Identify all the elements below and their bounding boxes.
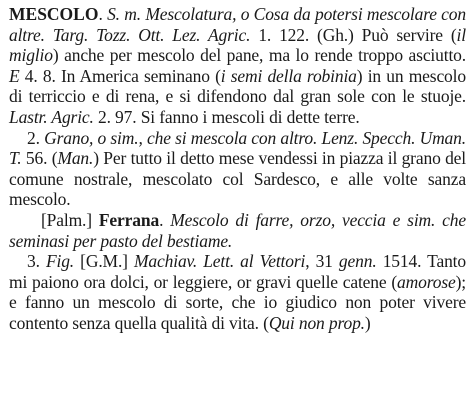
- text-run: .: [159, 209, 171, 230]
- text-run: , 31: [305, 251, 339, 272]
- text-run: 1. 122. (Gh.) Può servire (: [250, 24, 457, 45]
- text-run: ) Per tutto il detto mese vendessi in piazza il grano del comune nostrale, mescolato col Sardesco, e alle volte sanza mescolo.: [9, 148, 466, 210]
- dictionary-entry: [9, 4, 466, 334]
- text-run: [G.M.]: [74, 251, 134, 272]
- text-run: 4. 8. In America seminano (: [19, 65, 221, 86]
- text-run: ): [364, 312, 371, 333]
- text-run: i semi della robinia: [220, 65, 357, 86]
- text-run: S. m. Mescolatura, o Cosa da potersi mescolare con altre. Targ. Tozz. Ott. Lez. Agric.: [9, 4, 467, 45]
- text-run: 2. 97. Si fanno i mescoli di dette terre.: [93, 106, 360, 127]
- text-run: genn.: [338, 251, 377, 272]
- text-run: .: [98, 4, 108, 24]
- text-run: Mescolo di farre, orzo, veccia e sim. che seminasi per pasto del bestiame.: [9, 209, 467, 251]
- text-run: Lastr. Agric.: [9, 106, 94, 127]
- entry-paragraph-sense-3: [9, 251, 466, 333]
- text-run: il miglio: [9, 24, 466, 66]
- text-run: amorose: [397, 271, 456, 292]
- entry-paragraph-sense-2: [9, 128, 466, 210]
- text-run: E: [9, 65, 20, 86]
- text-run: 56. (: [21, 148, 58, 169]
- text-run: 2.: [27, 127, 45, 148]
- entry-paragraph-main: [9, 4, 466, 128]
- text-run: ) anche per mescolo del pane, ma lo rende troppo asciutto.: [52, 45, 466, 66]
- text-run: Machiav. Lett. al Vettori: [133, 251, 306, 272]
- text-run: [Palm.]: [41, 209, 99, 230]
- entry-paragraph-ferrana: [9, 210, 466, 251]
- text-run: Qui non prop.: [268, 312, 365, 333]
- text-run: ); e fanno un mescolo di sorte, che io giudico non poter vivere contento senza quella qualità di vita. (: [9, 271, 466, 333]
- text-run: Fig.: [45, 251, 75, 272]
- text-run: Man.: [57, 148, 94, 169]
- text-run: 1514. Tanto mi paiono ora dolci, or leggiere, or gravi quelle catene (: [9, 251, 466, 292]
- text-run: Grano, o sim., che si mescola con altro. Lenz. Specch. Uman. T.: [9, 127, 466, 169]
- entry-headword: MESCOLO: [9, 4, 99, 24]
- text-run: 3.: [27, 251, 46, 272]
- text-run: Ferrana: [98, 209, 160, 230]
- text-run: ) in un mescolo di terriccio e di rena, e si difendono dal gran sole con le stuoje.: [9, 65, 466, 107]
